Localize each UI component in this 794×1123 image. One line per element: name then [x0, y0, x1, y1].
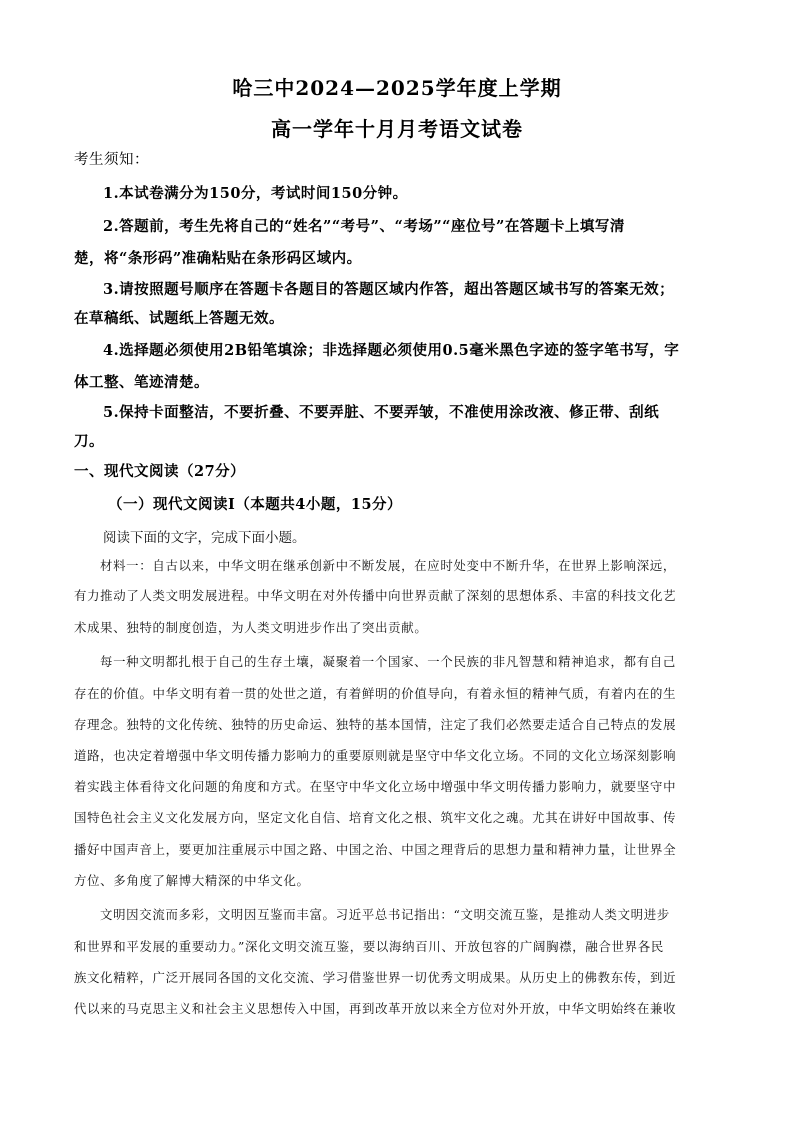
passage-line: 国特色社会主义文化发展方向，坚定文化自信、培育文化之根、筑牢文化之魂。尤其在讲好中国故事、传 [74, 810, 677, 825]
reading-instruction: 阅读下面的文字，完成下面小题。 [103, 530, 306, 546]
notice-line: 4.选择题必须使用2B铅笔填涂；非选择题必须使用0.5毫米黑色字迹的签字笔书写，字 [103, 342, 680, 359]
passage-line: 道路，也决定着增强中华文明传播力影响力的重要原则就是坚守中华文化立场。不同的文化立场深刻影响 [74, 748, 677, 763]
notice-line: 5.保持卡面整洁，不要折叠、不要弄脏、不要弄皱，不准使用涂改液、修正带、刮纸 [103, 404, 660, 421]
notice-line: 1.本试卷满分为150分，考试时间150分钟。 [103, 185, 408, 202]
passage-line: 术成果、独特的制度创造，为人类文明进步作出了突出贡献。 [74, 620, 428, 635]
notice-line: 刀。 [74, 433, 104, 450]
section-subtitle: （一）现代文阅读Ⅰ（本题共4小题，15分） [108, 496, 403, 513]
notice-line: 在草稿纸、试题纸上答题无效。 [74, 310, 284, 327]
passage-line: 播好中国声音上，要更加注重展示中国之路、中国之治、中国之理背后的思想力量和精神力量，让世界全 [74, 842, 677, 857]
passage-line: 代以来的马克思主义和社会主义思想传入中国，再到改革开放以来全方位对外开放，中华文明始终在兼收 [74, 1001, 677, 1016]
notice-line: 2.答题前，考生先将自己的“姓名”“考号”、“考场”“座位号”在答题卡上填写清 [103, 218, 625, 235]
passage-line: 和世界和平发展的重要动力。”深化文明交流互鉴，要以海纳百川、开放包容的广阔胸襟，融合世界各民 [74, 939, 664, 954]
section-title: 一、现代文阅读（27分） [74, 463, 246, 480]
passage-line: 着实践主体看待文化问题的角度和方式。在坚守中华文化立场中增强中华文明传播力影响力，就要坚守中 [74, 779, 677, 794]
passage-line: 方位、多角度了解博大精深的中华文化。 [74, 873, 310, 888]
passage-line: 族文化精粹，广泛开展同各国的文化交流、学习借鉴世界一切优秀文明成果。从历史上的佛教东传，到近 [74, 970, 677, 985]
passage-line: 有力推动了人类文明发展进程。中华文明在对外传播中向世界贡献了深刻的思想体系、丰富的科技文化艺 [74, 588, 677, 603]
notice-line: 3.请按照题号顺序在答题卡各题目的答题区域内作答，超出答题区域书写的答案无效； [103, 281, 675, 298]
passage-line: 存理念。独特的文化传统、独特的历史命运、独特的基本国情，注定了我们必然要走适合自己特点的发展 [74, 717, 677, 732]
notice-line: 楚，将“条形码”准确粘贴在条形码区域内。 [74, 250, 362, 267]
passage-line: 材料一：自古以来，中华文明在继承创新中不断发展，在应时处变中不断升华，在世界上影响深远， [100, 558, 676, 573]
exam-title-line2: 高一学年十月月考语文试卷 [271, 117, 523, 141]
passage-line: 文明因交流而多彩，文明因互鉴而丰富。习近平总书记指出：“文明交流互鉴，是推动人类文明进步 [100, 907, 670, 922]
notice-label: 考生须知： [74, 152, 149, 168]
exam-title-line1: 哈三中2024—2025学年度上学期 [232, 76, 562, 100]
passage-line: 每一种文明都扎根于自己的生存土壤，凝聚着一个国家、一个民族的非凡智慧和精神追求，都有自己 [100, 654, 676, 669]
notice-line: 体工整、笔迹清楚。 [74, 374, 209, 391]
passage-line: 存在的价值。中华文明有着一贯的处世之道，有着鲜明的价值导向，有着永恒的精神气质，有着内在的生 [74, 686, 677, 701]
